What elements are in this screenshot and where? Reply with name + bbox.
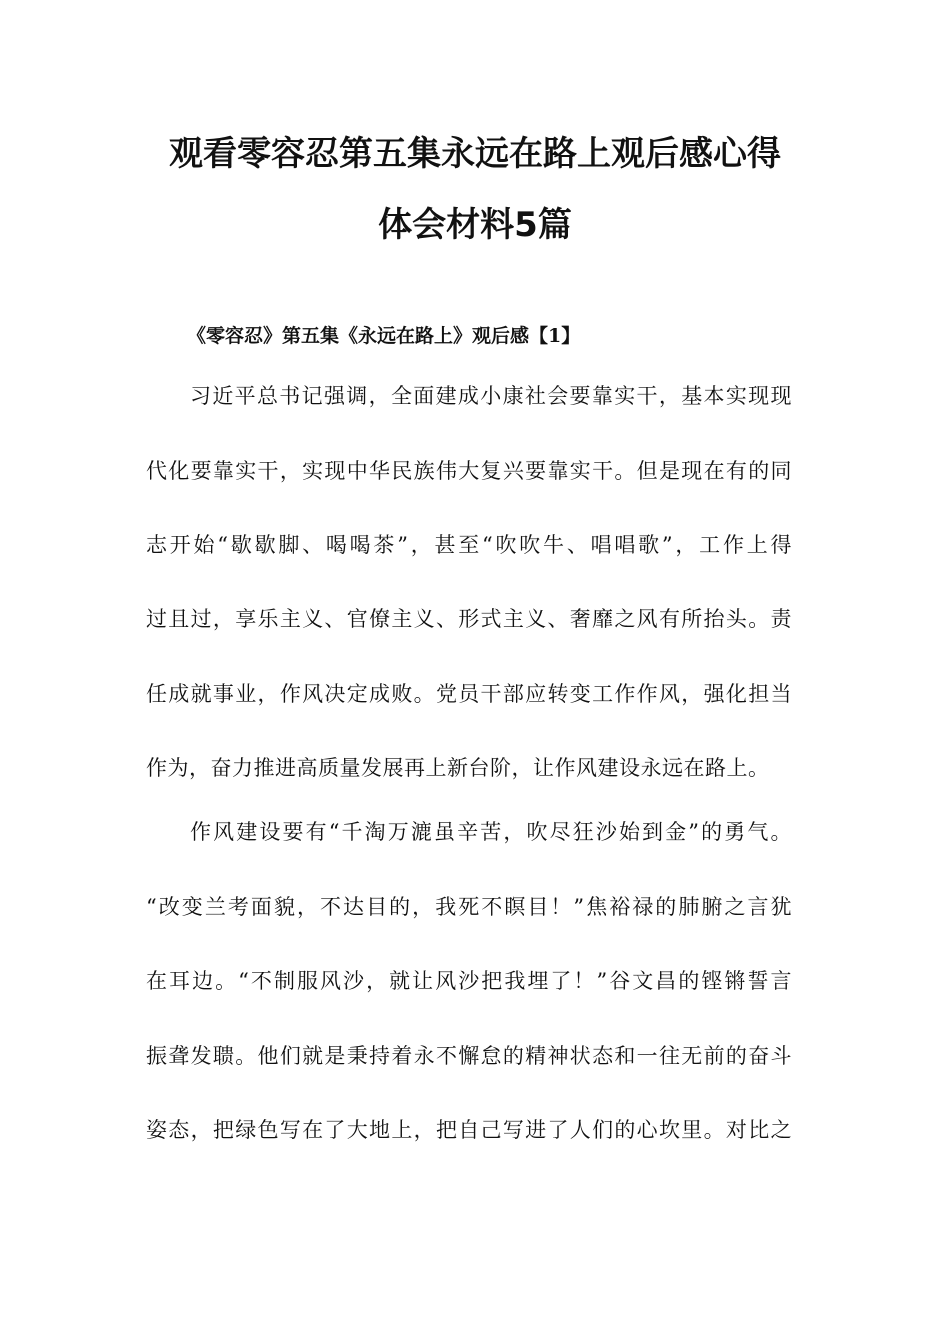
paragraph-line: 志开始“歇歇脚、喝喝茶”，甚至“吹吹牛、唱唱歌”，工作上得 [146,533,792,557]
section-heading: 《零容忍》第五集《永远在路上》观后感【1】 [187,325,581,347]
paragraph-line: 振聋发聩。他们就是秉持着永不懈怠的精神状态和一往无前的奋斗 [146,1044,792,1068]
paragraph-line: 任成就事业，作风决定成败。党员干部应转变工作作风，强化担当 [146,682,792,706]
paragraph-line: 在耳边。“不制服风沙，就让风沙把我埋了！”谷文昌的铿锵誓言 [146,969,792,993]
paragraph-line: 作为，奋力推进高质量发展再上新台阶，让作风建设永远在路上。 [146,756,770,780]
paragraph-line: 姿态，把绿色写在了大地上，把自己写进了人们的心坎里。对比之 [146,1118,792,1142]
paragraph-line: 过且过，享乐主义、官僚主义、形式主义、奢靡之风有所抬头。责 [146,607,792,631]
document-title-line-1: 观看零容忍第五集永远在路上观后感心得 [169,134,781,174]
paragraph-line: “改变兰考面貌，不达目的，我死不瞑目！”焦裕禄的肺腑之言犹 [146,895,792,919]
paragraph-line: 代化要靠实干，实现中华民族伟大复兴要靠实干。但是现在有的同 [146,459,792,483]
paragraph-line: 作风建设要有“千淘万漉虽辛苦，吹尽狂沙始到金”的勇气。 [190,820,792,844]
document-title-line-2: 体会材料5篇 [378,205,572,245]
paragraph-line: 习近平总书记强调，全面建成小康社会要靠实干，基本实现现 [190,384,792,408]
